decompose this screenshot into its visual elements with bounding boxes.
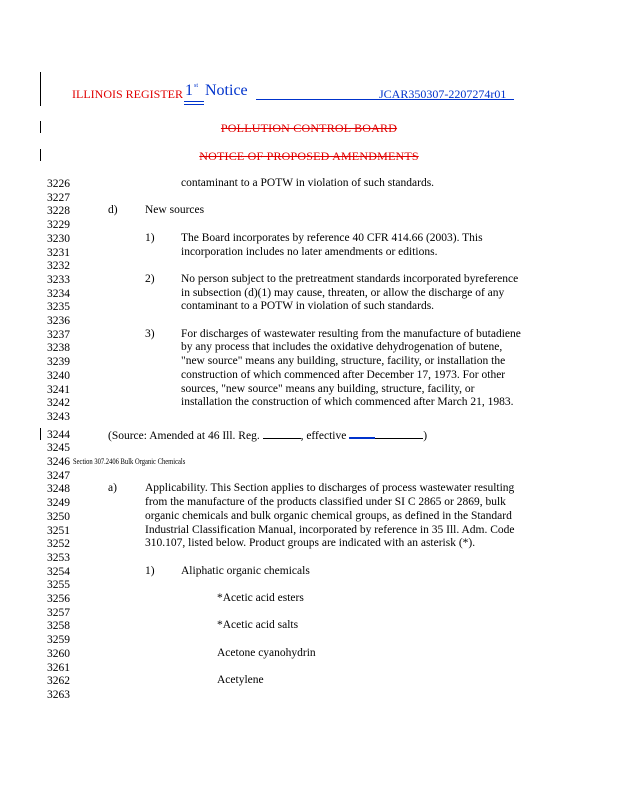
- body-text: contaminant to a POTW in violation of such standards.: [181, 300, 435, 313]
- header-underline: [184, 101, 204, 102]
- page-header: [72, 82, 518, 106]
- list-item: *Acetic acid esters: [217, 592, 304, 604]
- body-text: installation the construction of which commenced after March 21, 1983.: [181, 396, 514, 409]
- list-item: Acetylene: [217, 674, 264, 687]
- line-number: 3246: [47, 456, 70, 468]
- notice-title: NOTICE OF PROPOSED AMENDMENTS: [199, 149, 419, 163]
- line-number: 3237: [47, 328, 70, 341]
- line-number: 3234: [47, 287, 70, 300]
- body-text: No person subject to the pretreatment standards incorporated byreference: [181, 272, 519, 285]
- body-text: The Board incorporates by reference 40 CFR 414.66 (2003). This: [181, 231, 483, 244]
- line-number: 3244: [47, 428, 70, 441]
- item-label: 1): [145, 231, 155, 244]
- line-number: 3248: [47, 483, 70, 496]
- body-text: in subsection (d)(1) may cause, threaten, or allow the discharge of any: [181, 286, 505, 299]
- item-label: 2): [145, 272, 155, 285]
- jcar-code: JCAR350307-2207274r01: [379, 87, 507, 101]
- line-number: 3247: [47, 469, 70, 482]
- issue-superscript: st: [194, 83, 199, 89]
- revision-bar: [40, 72, 41, 106]
- item-label: 1): [145, 564, 155, 577]
- line-number: 3252: [47, 538, 70, 551]
- line-number: 3251: [47, 524, 70, 537]
- subsection-label: d): [108, 204, 118, 217]
- line-number: 3255: [47, 579, 70, 592]
- line-number: 3262: [47, 675, 70, 688]
- body-text: from the manufacture of the products classified under SI C 2865 or 2869, bulk: [145, 496, 506, 509]
- line-number: 3256: [47, 593, 70, 605]
- body-text: Industrial Classification Manual, incorporated by reference in 35 Ill. Adm. Code: [145, 523, 515, 536]
- body-text: sources, "new source" means any building, structure, facility, or: [181, 382, 475, 395]
- date-blank-blue: [349, 428, 375, 439]
- source-note-text: (Source: Amended at 46 Ill. Reg.: [108, 429, 260, 442]
- line-number: 3226: [47, 178, 70, 190]
- register-title: ILLINOIS REGISTER: [72, 87, 183, 101]
- line-number: 3250: [47, 510, 70, 523]
- line-number: 3253: [47, 551, 70, 564]
- line-number: 3243: [47, 410, 70, 423]
- board-title: POLLUTION CONTROL BOARD: [220, 121, 398, 135]
- line-number: 3238: [47, 342, 70, 355]
- body-text: "new source" means any building, structure, facility, or installation the: [181, 355, 506, 368]
- line-number: 3235: [47, 301, 70, 314]
- line-number: 3258: [47, 620, 70, 633]
- source-note: [108, 428, 427, 444]
- subsection-label: a): [108, 482, 117, 495]
- line-number: 3227: [47, 191, 70, 204]
- list-item: Acetone cyanohydrin: [217, 646, 316, 659]
- line-number: 3236: [47, 315, 70, 327]
- line-number: 3254: [47, 565, 70, 578]
- source-note-text: ): [423, 429, 428, 442]
- line-number: 3259: [47, 634, 70, 647]
- body-text: Applicability. This Section applies to discharges of process wastewater resulting: [145, 482, 515, 495]
- line-number: 3249: [47, 497, 70, 510]
- header-underline: [184, 104, 204, 105]
- section-heading: Section 307.2406 Bulk Organic Chemicals: [73, 457, 186, 466]
- line-number: 3245: [47, 442, 70, 455]
- issue-number: 1: [185, 82, 193, 99]
- body-text: 310.107, listed below. Product groups are indicated with an asterisk (*).: [145, 537, 476, 550]
- body-text: For discharges of wastewater resulting from the manufacture of butadiene: [181, 327, 521, 340]
- body-text: by any process that includes the oxidative dehydrogenation of butene,: [181, 341, 503, 354]
- line-number: 3233: [47, 273, 70, 286]
- line-number: 3240: [47, 369, 70, 382]
- line-number: 3231: [47, 246, 70, 259]
- line-number: 3241: [47, 383, 70, 396]
- line-number: 3228: [47, 205, 70, 218]
- line-number: 3229: [47, 219, 70, 232]
- item-heading: Aliphatic organic chemicals: [181, 564, 310, 577]
- item-label: 3): [145, 327, 155, 340]
- body-text: organic chemicals and bulk organic chemical groups, as defined in the Standard: [145, 509, 512, 522]
- line-number: 3230: [47, 232, 70, 245]
- line-number: 3239: [47, 356, 70, 369]
- line-number: 3260: [47, 647, 70, 660]
- line-number: 3242: [47, 397, 70, 410]
- register-blank: [263, 428, 301, 439]
- notice-label: Notice: [205, 82, 248, 99]
- body-text: incorporation includes no later amendments or editions.: [181, 245, 438, 258]
- line-number: 3263: [47, 688, 70, 701]
- body-text: contaminant to a POTW in violation of such standards.: [181, 177, 435, 189]
- line-number: 3261: [47, 661, 70, 674]
- subsection-heading: New sources: [145, 204, 205, 217]
- date-blank: [375, 428, 423, 439]
- line-number: 3257: [47, 606, 70, 619]
- list-item: *Acetic acid salts: [217, 619, 299, 632]
- source-note-text: , effective: [300, 429, 347, 442]
- line-number: 3232: [47, 260, 70, 273]
- revision-bar: [40, 428, 41, 440]
- body-text: construction of which commenced after December 17, 1973. For other: [181, 368, 506, 381]
